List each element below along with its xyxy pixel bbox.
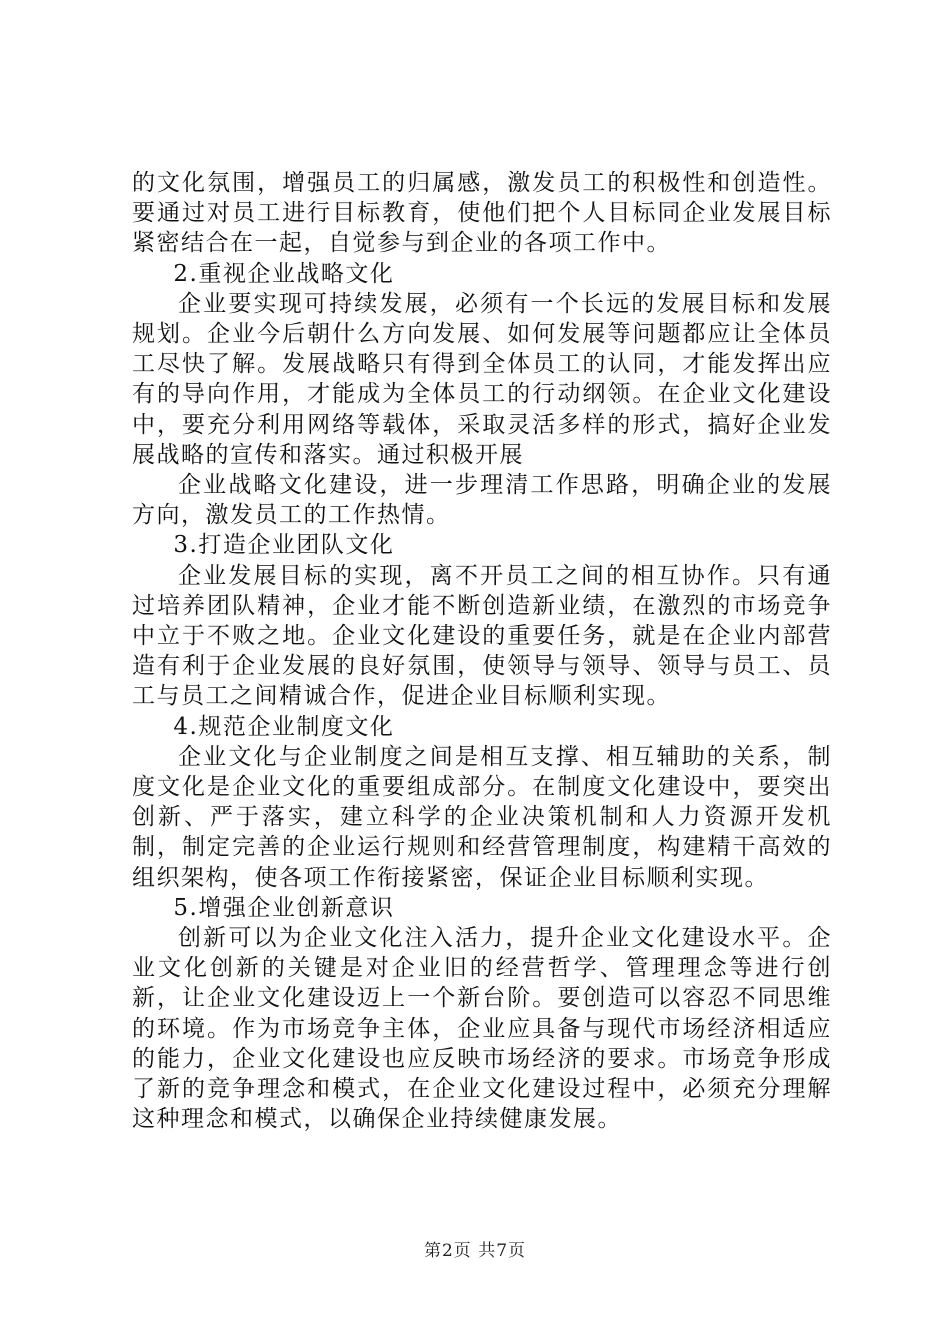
document-body [132, 168, 832, 1135]
paragraph-team: 企业发展目标的实现，离不开员工之间的相互协作。只有通过培养团队精神，企业才能不断创造新业绩，在激烈的市场竞争中立于不败之地。企业文化建设的重要任务，就是在企业内部营造有利于企业发展的良好氛围，使领导与领导、领导与员工、员工与员工之间精诚合作，促进企业目标顺利实现。 [132, 562, 832, 710]
paragraph-innovation: 创新可以为企业文化注入活力，提升企业文化建设水平。企业文化创新的关键是对企业旧的经营哲学、管理理念等进行创新，让企业文化建设迈上一个新台阶。要创造可以容忍不同思维的环境。作为市场竞争主体，企业应具备与现代市场经济相适应的能力，企业文化建设也应反映市场经济的要求。市场竞争形成了新的竞争理念和模式，在企业文化建设过程中，必须充分理解这种理念和模式，以确保企业持续健康发展。 [132, 925, 832, 1133]
paragraph-strategy-2: 企业战略文化建设，进一步理清工作思路，明确企业的发展方向，激发员工的工作热情。 [132, 472, 832, 529]
page-footer: 第2页 共7页 [423, 1241, 527, 1261]
section-heading-strategy-culture: 2.重视企业战略文化 [173, 260, 395, 287]
paragraph-system: 企业文化与企业制度之间是相互支撑、相互辅助的关系，制度文化是企业文化的重要组成部分。在制度文化建设中，要突出创新、严于落实，建立科学的企业决策机制和人力资源开发机制，制定完善的企业运行规则和经营管理制度，构建精干高效的组织架构，使各项工作衔接紧密，保证企业目标顺利实现。 [132, 743, 832, 891]
section-heading-team-culture: 3.打造企业团队文化 [173, 532, 395, 559]
paragraph-continuation: 的文化氛围，增强员工的归属感，激发员工的积极性和创造性。要通过对员工进行目标教育，使他们把个人目标同企业发展目标紧密结合在一起，自觉参与到企业的各项工作中。 [132, 170, 832, 257]
section-heading-innovation: 5.增强企业创新意识 [173, 894, 395, 921]
paragraph-strategy-1: 企业要实现可持续发展，必须有一个长远的发展目标和发展规划。企业今后朝什么方向发展、如何发展等问题都应让全体员工尽快了解。发展战略只有得到全体员工的认同，才能发挥出应有的导向作用，才能成为全体员工的行动纲领。在企业文化建设中，要充分利用网络等载体，采取灵活多样的形式，搞好企业发展战略的宣传和落实。通过积极开展 [132, 290, 832, 468]
section-heading-system-culture: 4.规范企业制度文化 [173, 713, 395, 740]
